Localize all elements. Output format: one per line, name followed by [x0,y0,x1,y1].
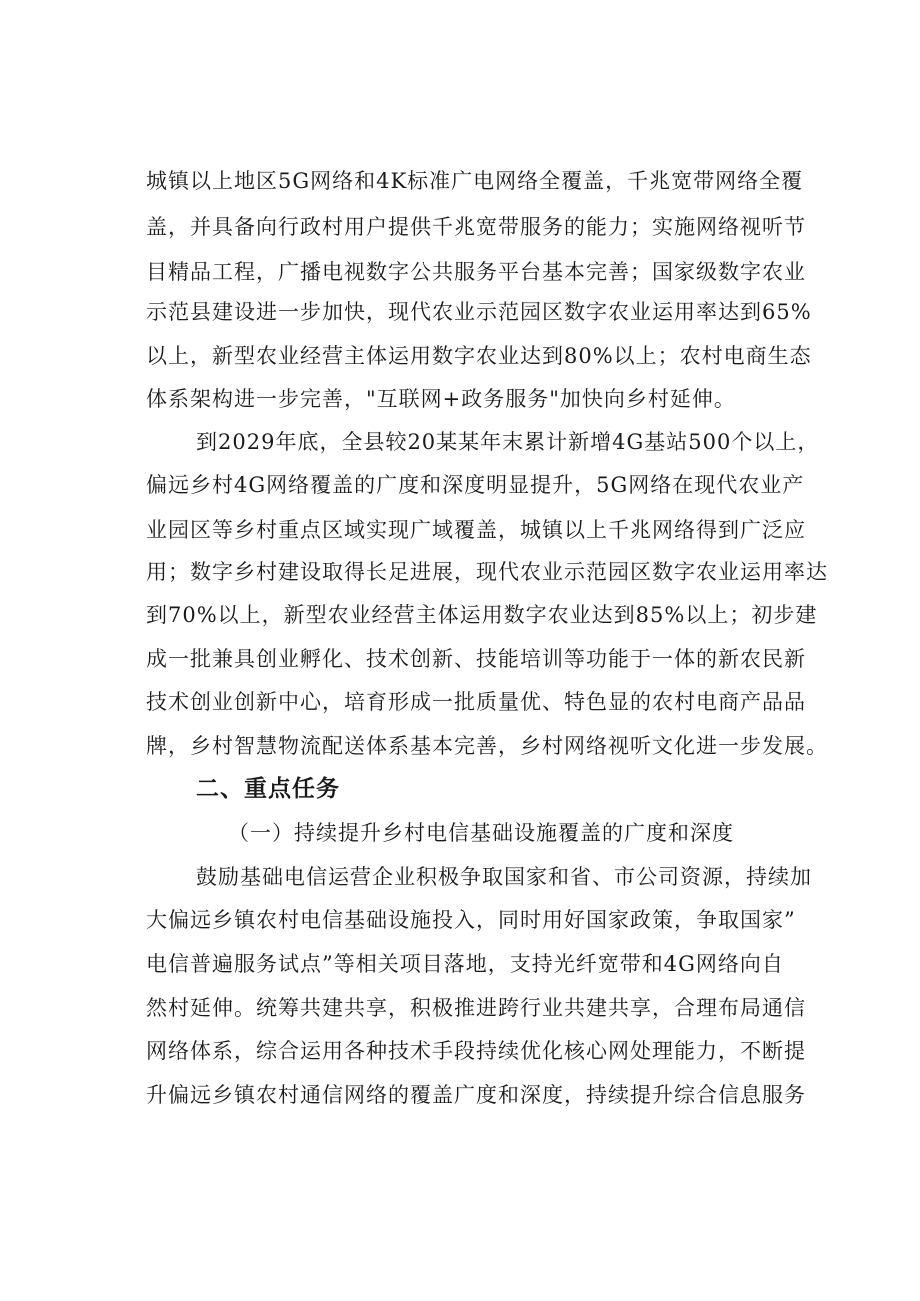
paragraph-2-line-5: 到70%以上，新型农业经营主体运用数字农业达到85%以上；初步建 [146,603,818,627]
sub-heading: （一）持续提升乡村电信基础设施覆盖的广度和深度 [228,821,734,845]
paragraph-3-line-3: 电信普遍服务试点”等相关项目落地，支持光纤宽带和4G网络向自 [146,952,784,976]
paragraph-2-line-3: 业园区等乡村重点区域实现广域覆盖，城镇以上千兆网络得到广泛应 [146,518,806,542]
paragraph-3-line-2: 大偏远乡镇农村电信基础设施投入，同时用好国家政策，争取国家” [146,908,796,932]
paragraph-1-line-3: 目精品工程，广播电视数字公共服务平台基本完善；国家级数字农业 [146,260,806,284]
paragraph-2-line-6: 成一批兼具创业孵化、技术创新、技能培训等功能于一体的新农民新 [146,647,806,671]
paragraph-3-line-1: 鼓励基础电信运营企业积极争取国家和省、市公司资源，持续加 [196,865,812,889]
paragraph-3-line-5: 网络体系，综合运用各种技术手段持续优化核心网处理能力，不断提 [146,1039,806,1063]
paragraph-2-line-1: 到2029年底，全县较20某某年末累计新增4G基站500个以上， [196,430,820,454]
paragraph-2-line-4: 用；数字乡村建设取得长足进展，现代农业示范园区数字农业运用率达 [146,560,828,584]
paragraph-1-line-4: 示范县建设进一步加快，现代农业示范园区数字农业运用率达到65% [146,300,812,324]
paragraph-1-line-6: 体系架构进一步完善，"互联网+政务服务"加快向乡村延伸。 [146,387,736,411]
paragraph-3-line-4: 然村延伸。统筹共建共享，积极推进跨行业共建共享，合理布局通信 [146,996,806,1020]
section-heading: 二、重点任务 [196,776,340,802]
paragraph-2-line-7: 技术创业创新中心，培育形成一批质量优、特色显的农村电商产品品 [146,690,806,714]
paragraph-1-line-5: 以上，新型农业经营主体运用数字农业达到80%以上；农村电商生态 [146,344,812,368]
paragraph-2-line-2: 偏远乡村4G网络覆盖的广度和深度明显提升，5G网络在现代农业产 [146,473,805,497]
paragraph-3-line-6: 升偏远乡镇农村通信网络的覆盖广度和深度，持续提升综合信息服务 [146,1083,806,1107]
paragraph-2-line-8: 牌，乡村智慧物流配送体系基本完善，乡村网络视听文化进一步发展。 [146,734,828,758]
paragraph-1-line-1: 城镇以上地区5G网络和4K标准广电网络全覆盖，千兆宽带网络全覆 [146,169,804,193]
paragraph-1-line-2: 盖，并具备向行政村用户提供千兆宽带服务的能力；实施网络视听节 [146,215,806,239]
